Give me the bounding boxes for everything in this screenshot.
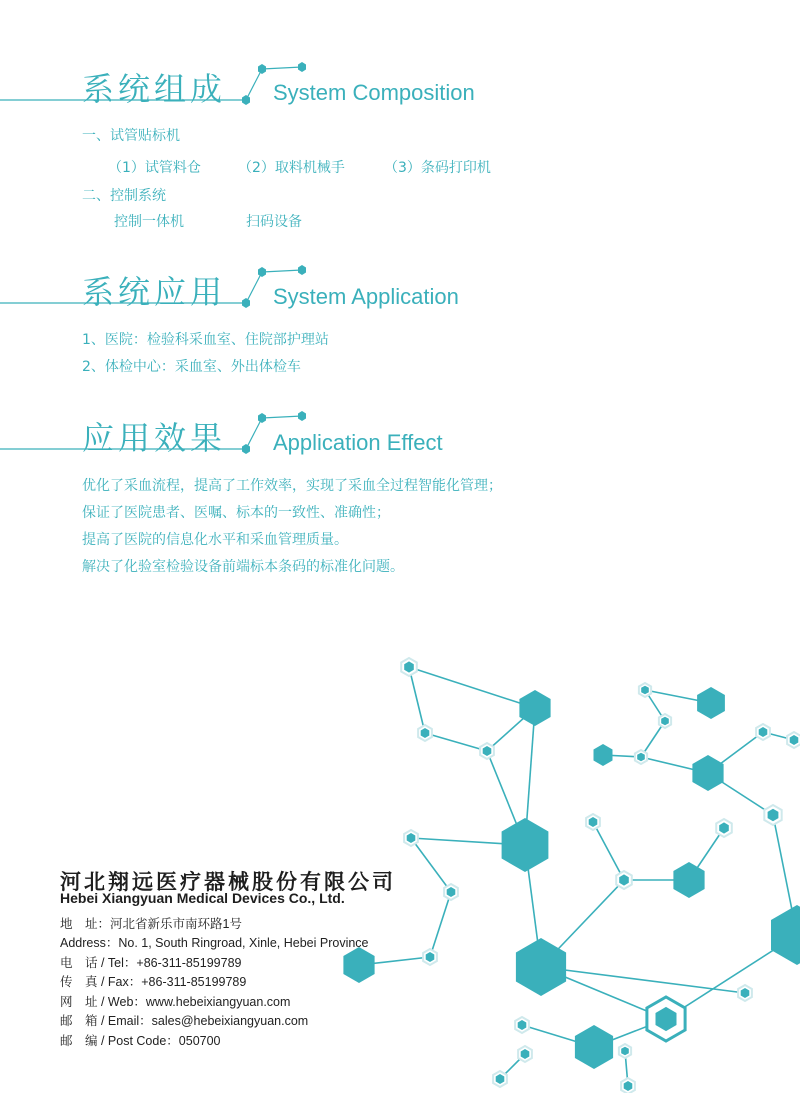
application-title-en: System Application (273, 284, 459, 309)
address-zh: 地 址：河北省新乐市南环路1号 (60, 917, 242, 931)
network-node (575, 1025, 613, 1069)
company-name-en: Hebei Xiangyuan Medical Devices Co., Ltd. (60, 890, 345, 906)
network-node (771, 905, 800, 965)
composition-ctrl-1: 控制一体机 (114, 214, 184, 230)
network-node (502, 818, 549, 872)
application-line-2: 2、体检中心：采血室、外出体检车 (82, 359, 301, 375)
effect-line-1: 优化了采血流程，提高了工作效率，实现了采血全过程智能化管理； (82, 478, 502, 494)
composition-title-en: System Composition (273, 80, 475, 105)
composition-item-1: 一、试管贴标机 (82, 128, 180, 144)
composition-sub-3: （3）条码打印机 (384, 160, 491, 176)
network-node (594, 744, 613, 766)
network-link (409, 667, 535, 708)
composition-title-zh: 系统组成 (82, 70, 227, 108)
email: 邮 箱 / Email：sales@hebeixiangyuan.com (60, 1014, 309, 1028)
composition-ctrl-2: 扫码设备 (246, 214, 302, 230)
network-node (343, 947, 374, 983)
network-node (697, 687, 725, 719)
composition-item-2: 二、控制系统 (82, 188, 166, 204)
network-link (430, 892, 451, 957)
network-node (516, 938, 566, 996)
effect-title-zh: 应用效果 (82, 419, 227, 457)
website: 网 址 / Web：www.hebeixiangyuan.com (60, 995, 291, 1009)
company-name-zh: 河北翔远医疗器械股份有限公司 (60, 870, 396, 894)
postcode: 邮 编 / Post Code：050700 (60, 1034, 221, 1048)
application-title-zh: 系统应用 (82, 273, 227, 311)
application-line-1: 1、医院：检验科采血室、住院部护理站 (82, 332, 329, 348)
composition-sub-2: （2）取料机械手 (238, 160, 345, 176)
network-node (692, 755, 723, 791)
effect-line-3: 提高了医院的信息化水平和采血管理质量。 (82, 532, 348, 548)
fax: 传 真 / Fax：+86-311-85199789 (60, 975, 247, 989)
effect-line-4: 解决了化验室检验设备前端标本条码的标准化问题。 (82, 559, 404, 575)
effect-line-2: 保证了医院患者、医嘱、标本的一致性、准确性； (82, 505, 390, 521)
tel: 电 话 / Tel：+86-311-85199789 (60, 956, 242, 970)
network-node (673, 862, 704, 898)
composition-sub-1: （1）试管料仓 (108, 160, 201, 176)
network-node (519, 690, 550, 726)
network-link (425, 733, 487, 751)
address-en: Address：No. 1, South Ringroad, Xinle, Hebei Province (60, 936, 369, 950)
network-link (409, 667, 425, 733)
network-link (411, 838, 451, 892)
effect-title-en: Application Effect (273, 430, 443, 455)
network-link (593, 822, 624, 880)
